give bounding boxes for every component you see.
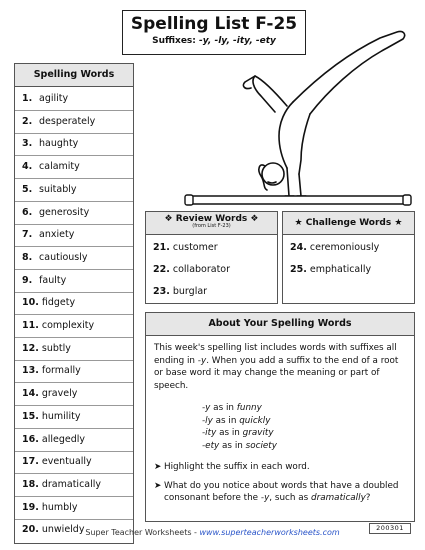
spelling-word-number: 14.: [22, 388, 39, 400]
spelling-word-number: 9.: [22, 274, 33, 286]
spelling-word-item: [22, 292, 75, 314]
spelling-word: cautiously: [39, 251, 88, 263]
spelling-word-number: 19.: [22, 501, 39, 513]
spelling-word-number: 6.: [22, 206, 33, 218]
review-words-heading: ❖ Review Words ❖: [164, 214, 259, 224]
spelling-word: desperately: [39, 115, 96, 127]
challenge-word: 24. ceremoniously: [290, 242, 380, 253]
spelling-word-item: [22, 133, 78, 155]
spelling-word-item: [22, 247, 88, 269]
spelling-word-number: 3.: [22, 138, 33, 150]
about-box: [145, 312, 415, 522]
arrow-icon: ➤: [154, 480, 162, 491]
spelling-word-number: 4.: [22, 161, 33, 173]
spelling-word: humbly: [41, 501, 78, 513]
spelling-word: dramatically: [41, 478, 102, 490]
subtitle-suffixes: -y, -ly, -ity, -ety: [199, 36, 276, 46]
spelling-word: subtly: [41, 342, 71, 354]
gymnast-illustration: [175, 10, 425, 210]
spelling-word: calamity: [39, 161, 80, 173]
spelling-word-number: 11.: [22, 320, 39, 331]
about-heading: About Your Spelling Words: [146, 313, 414, 336]
review-words-source: (from List F-23): [192, 223, 231, 229]
instruction-highlight: ➤ Highlight the suffix in each word.: [154, 462, 310, 472]
spelling-word-item: [22, 88, 68, 110]
review-word: 21. customer: [153, 242, 218, 253]
spelling-word-number: 13.: [22, 365, 39, 377]
spelling-words-heading: Spelling Words: [15, 64, 133, 87]
review-words-box: [145, 211, 278, 304]
spelling-word-item: [22, 179, 76, 201]
spelling-word-item: [22, 270, 66, 292]
spelling-word-item: [22, 338, 71, 360]
spelling-word-number: 10.: [22, 297, 39, 309]
spelling-word: allegedly: [41, 433, 85, 445]
spelling-word: complexity: [41, 320, 95, 331]
spelling-word-item: [22, 406, 80, 428]
spelling-words-box: [14, 63, 134, 544]
suffix-example: -ity as in gravity: [202, 428, 274, 438]
spelling-word-number: 5.: [22, 183, 33, 195]
subtitle-prefix: Suffixes:: [152, 36, 200, 46]
spelling-word-number: 20.: [22, 524, 39, 536]
spelling-word-number: 15.: [22, 410, 39, 422]
footer-text: Super Teacher Worksheets -: [85, 528, 200, 537]
spelling-word-item: [22, 111, 95, 133]
spelling-word-item: [22, 451, 92, 473]
spelling-word: humility: [41, 410, 81, 422]
spelling-word: anxiety: [39, 229, 75, 241]
spelling-word-number: 1.: [22, 93, 33, 104]
arrow-icon: ➤: [154, 462, 162, 472]
spelling-word-item: [22, 360, 81, 382]
spelling-word: formally: [41, 365, 81, 377]
suffix-example: -ety as in society: [202, 440, 277, 451]
suffix-example: -y as in funny: [202, 403, 262, 413]
challenge-words-box: [282, 211, 415, 304]
challenge-words-heading: ★ Challenge Words ★: [283, 212, 414, 235]
suffix-example: -ly as in quickly: [202, 415, 271, 426]
spelling-word-item: [22, 497, 77, 519]
spelling-word-item: [22, 429, 85, 451]
footer-link[interactable]: www.superteacherworksheets.com: [199, 528, 340, 537]
spelling-word-number: 18.: [22, 478, 39, 490]
suffix-examples: [202, 402, 409, 452]
spelling-word: faulty: [39, 274, 67, 286]
spelling-word-number: 17.: [22, 456, 39, 468]
review-word: 23. burglar: [153, 286, 208, 297]
spelling-word-number: 7.: [22, 229, 33, 241]
spelling-word: gravely: [41, 388, 78, 400]
challenge-word: 25. emphatically: [290, 264, 372, 275]
spelling-word-number: 12.: [22, 342, 39, 354]
spelling-word: suitably: [39, 183, 77, 195]
about-intro: This week's spelling list includes words with suffixes all ending in -y. When you add a suffix to the end of a root or base word it may change the meaning or part of speech.: [154, 343, 399, 391]
spelling-word: haughty: [39, 138, 79, 150]
footer: [0, 528, 425, 537]
spelling-word-item: [22, 202, 89, 224]
spelling-word-item: [22, 156, 80, 178]
spelling-word-item: [22, 224, 74, 246]
spelling-word: eventually: [41, 456, 92, 468]
spelling-word-item: [22, 383, 77, 405]
spelling-word-number: 2.: [22, 115, 33, 127]
page-title: Spelling List F-25: [130, 14, 298, 34]
spelling-word-number: 8.: [22, 251, 33, 263]
review-words-header: [146, 212, 277, 235]
spelling-word: unwieldy: [41, 524, 85, 536]
worksheet-code: 200301: [369, 523, 411, 534]
spelling-word-number: 16.: [22, 433, 39, 445]
spelling-word: fidgety: [41, 297, 76, 309]
spelling-word-item: [22, 315, 94, 337]
instruction-question: ➤ What do you notice about words that have a doubled consonant before the -y, such as dramatically?: [154, 480, 399, 503]
spelling-word: agility: [39, 93, 69, 104]
review-word: 22. collaborator: [153, 264, 231, 275]
about-body: [154, 342, 409, 505]
spelling-word-item: [22, 474, 101, 496]
spelling-word: generosity: [39, 206, 90, 218]
